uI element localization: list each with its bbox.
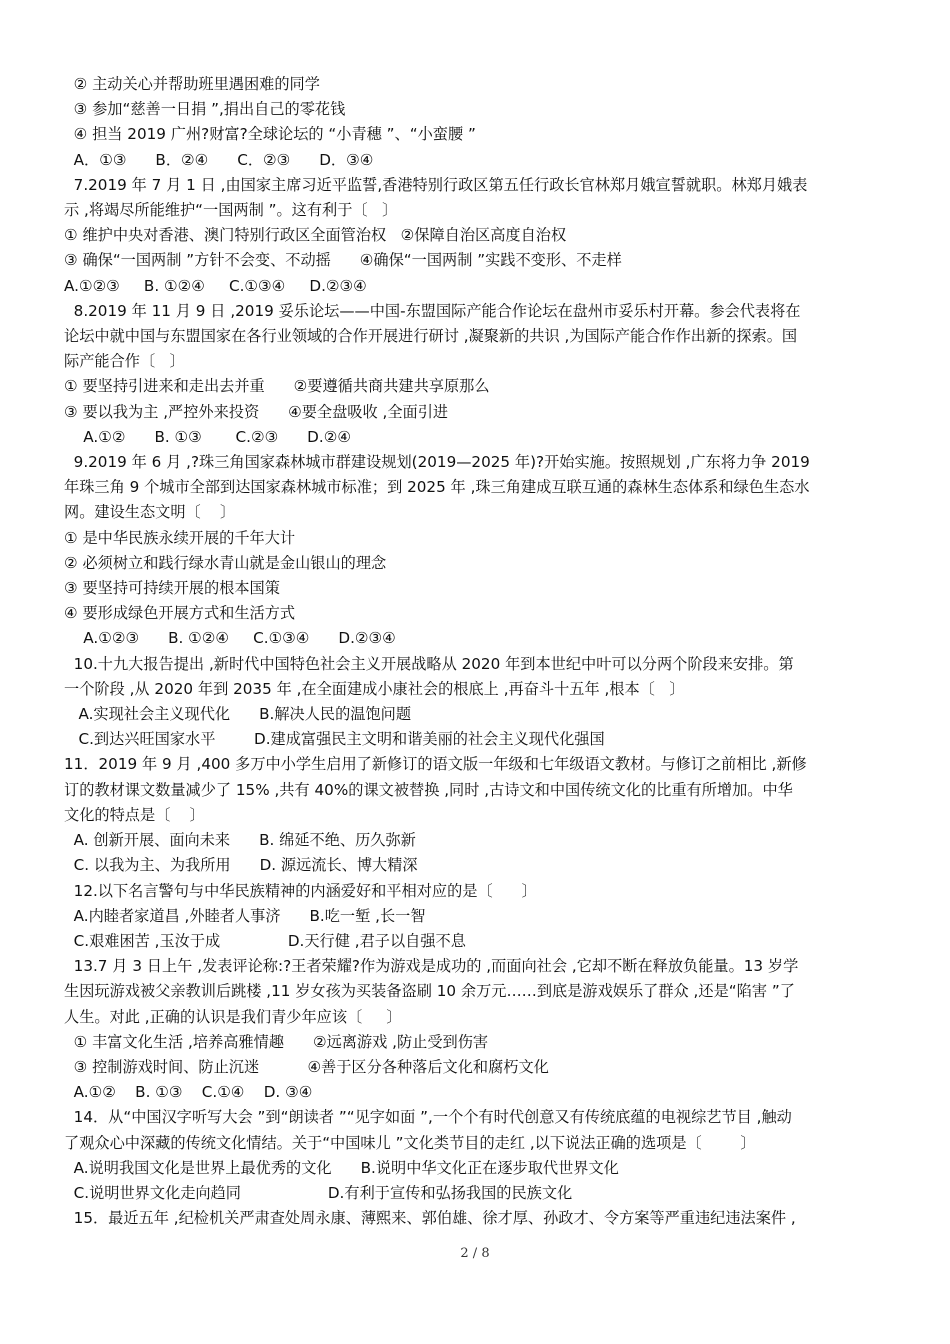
text-line: 人生。对此 ,正确的认识是我们青少年应该〔 〕 <box>64 1007 402 1026</box>
text-line: ④ 要形成绿色开展方式和生活方式 <box>64 604 296 623</box>
text-line: A.内睦者家道昌 ,外睦者人事济 B.吃一堑 ,长一智 <box>64 906 426 925</box>
text-line: A.①② B. ①③ C.①④ D. ③④ <box>64 1083 313 1102</box>
text-line: 12.以下名言警句与中华民族精神的内涵爱好和平相对应的是〔 〕 <box>64 881 537 900</box>
text-line: A.实现社会主义现代化 B.解决人民的温饱问题 <box>64 705 412 724</box>
text-line: 7.2019 年 7 月 1 日 ,由国家主席习近平监誓,香港特别行政区第五任行政长官林郑月娥宣誓就职。林郑月娥表 <box>64 175 808 194</box>
text-line: 生因玩游戏被父亲教训后跳楼 ,11 岁女孩为买装备盗刷 10 余万元……到底是游戏娱乐了群众 ,还是“陷害 ”了 <box>64 982 795 1001</box>
document-body <box>64 72 886 1231</box>
text-line: A. 创新开展、面向未来 B. 绵延不绝、历久弥新 <box>64 831 416 850</box>
text-line: 11．2019 年 9 月 ,400 多万中小学生启用了新修订的语文版一年级和七年级语文教材。与修订之前相比 ,新修 <box>64 755 807 774</box>
text-line: ① 是中华民族永续开展的千年大计 <box>64 528 296 547</box>
text-line: 13.7 月 3 日上午 ,发表评论称:?王者荣耀?作为游戏是成功的 ,而面向社会 ,它却不断在释放负能量。13 岁学 <box>64 957 799 976</box>
text-line: C.艰难困苦 ,玉汝于成 D.天行健 ,君子以自强不息 <box>64 931 466 950</box>
page-number: 2 / 8 <box>460 1246 490 1261</box>
text-line: ④ 担当 2019 广州?财富?全球论坛的 “小青穗 ”、“小蛮腰 ” <box>64 125 476 144</box>
text-line: 15．最近五年 ,纪检机关严肃查处周永康、薄熙来、郭伯雄、徐才厚、孙政才、令方案等严重违纪违法案件 , <box>64 1209 796 1228</box>
text-line: 际产能合作〔 〕 <box>64 352 185 371</box>
text-line: ③ 控制游戏时间、防止沉迷 ④善于区分各种落后文化和腐朽文化 <box>64 1057 549 1076</box>
text-line: A.①②③ B. ①②④ C.①③④ D.②③④ <box>64 629 396 648</box>
text-line: A.①②③ B. ①②④ C.①③④ D.②③④ <box>64 276 367 295</box>
text-line: C. 以我为主、为我所用 D. 源远流长、博大精深 <box>64 856 418 875</box>
text-line: 一个阶段 ,从 2020 年到 2035 年 ,在全面建成小康社会的根底上 ,再奋斗十五年 ,根本〔 〕 <box>64 679 685 698</box>
text-line: ③ 要坚持可持续开展的根本国策 <box>64 579 280 598</box>
text-line: ① 丰富文化生活 ,培养高雅情趣 ②远离游戏 ,防止受到伤害 <box>64 1032 489 1051</box>
text-line: ③ 要以我为主 ,严控外来投资 ④要全盘吸收 ,全面引进 <box>64 402 449 421</box>
text-line: 8.2019 年 11 月 9 日 ,2019 妥乐论坛——中国-东盟国际产能合作论坛在盘州市妥乐村开幕。参会代表将在 <box>64 301 801 320</box>
text-line: ① 要坚持引进来和走出去并重 ②要遵循共商共建共享原那么 <box>64 377 490 396</box>
text-line: 示 ,将竭尽所能维护“一国两制 ”。这有利于〔 〕 <box>64 201 398 220</box>
text-line: 订的教材课文数量减少了 15% ,共有 40%的课文被替换 ,同时 ,古诗文和中国传统文化的比重有所增加。中华 <box>64 780 793 799</box>
text-line: A．①③ B．②④ C．②③ D．③④ <box>64 150 374 169</box>
text-line: 9.2019 年 6 月 ,?珠三角国家森林城市群建设规划(2019—2025 年)?开始实施。按照规划 ,广东将力争 2019 <box>64 453 810 472</box>
text-line: C.到达兴旺国家水平 D.建成富强民主文明和谐美丽的社会主义现代化强国 <box>64 730 605 749</box>
text-line: ③ 确保“一国两制 ”方针不会变、不动摇 ④确保“一国两制 ”实践不变形、不走样 <box>64 251 622 270</box>
text-line: ② 必须树立和践行绿水青山就是金山银山的理念 <box>64 553 387 572</box>
text-line: 年珠三角 9 个城市全部到达国家森林城市标准；到 2025 年 ,珠三角建成互联互通的森林生态体系和绿色生态水 <box>64 478 810 497</box>
text-line: ② 主动关心并帮助班里遇困难的同学 <box>64 75 320 93</box>
text-line: A.说明我国文化是世界上最优秀的文化 B.说明中华文化正在逐步取代世界文化 <box>64 1158 619 1177</box>
text-line: 论坛中就中国与东盟国家在各行业领域的合作开展进行研讨 ,凝聚新的共识 ,为国际产能合作作出新的探索。国 <box>64 327 798 346</box>
text-line: 10.十九大报告提出 ,新时代中国特色社会主义开展战略从 2020 年到本世纪中叶可以分两个阶段来安排。第 <box>64 654 794 673</box>
text-line: 文化的特点是〔 〕 <box>64 805 205 824</box>
text-line: ③ 参加“慈善一日捐 ”,捐出自己的零花钱 <box>64 100 346 119</box>
text-line: C.说明世界文化走向趋同 D.有利于宣传和弘扬我国的民族文化 <box>64 1183 573 1202</box>
text-line: ① 维护中央对香港、澳门特别行政区全面管治权 ②保障自治区高度自治权 <box>64 226 567 245</box>
text-line: 了观众心中深藏的传统文化情结。关于“中国味儿 ”文化类节目的走红 ,以下说法正确的选项是〔 〕 <box>64 1133 756 1152</box>
text-line: A.①② B. ①③ C.②③ D.②④ <box>64 427 351 446</box>
text-line: 14．从“中国汉字听写大会 ”到“朗读者 ”“见字如面 ”,一个个有时代创意又有传统底蕴的电视综艺节目 ,触动 <box>64 1108 792 1127</box>
text-line: 网。建设生态文明〔 〕 <box>64 503 236 522</box>
